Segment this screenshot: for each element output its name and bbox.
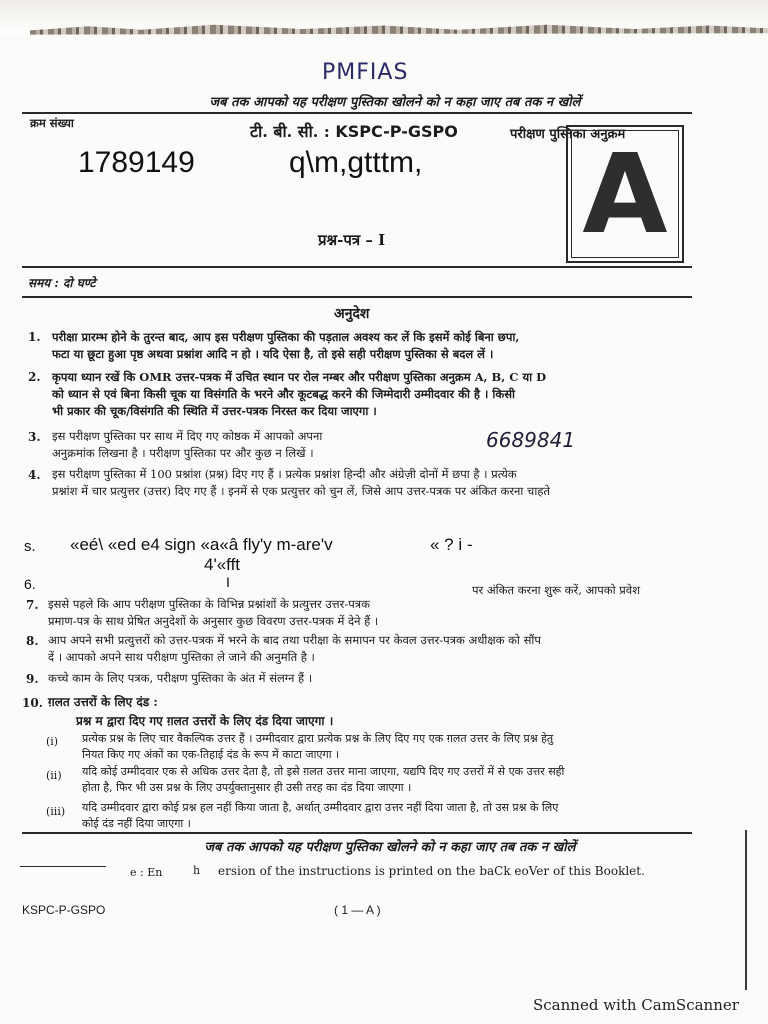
instruction-3 bbox=[52, 428, 452, 462]
penalty-item-3 bbox=[82, 800, 702, 832]
english-version-note: ersion of the instructions is printed on the baCk eoVer of this Booklet. bbox=[218, 864, 645, 878]
serial-label: क्रम संख्या bbox=[30, 116, 74, 130]
booklet-code bbox=[250, 120, 458, 142]
scan-edge-line bbox=[745, 830, 747, 990]
penalty-intro: प्रश्न म द्वारा दिए गए ग़लत उत्तरों के लिए दंड दिया जाएगा । bbox=[76, 714, 334, 728]
instruction-9 bbox=[48, 670, 708, 687]
instruction-line: इस परीक्षण पुस्तिका पर साथ में दिए गए कोष्ठक में आपको अपना bbox=[52, 429, 323, 443]
penalty-line: कोई दंड नहीं दिया जाएगा । bbox=[82, 817, 191, 830]
bottom-warning-banner: जब तक आपको यह परीक्षण पुस्तिका खोलने को न कहा जाए तब तक न खोलें bbox=[204, 840, 576, 855]
instruction-line: को ध्यान से एवं बिना किसी चूक या विसंगति के भरने और कूटबद्ध करने की जिम्मेदारी उम्मीदवार की है । किसी bbox=[52, 387, 515, 401]
instruction-line: प्रश्नांश में चार प्रत्युत्तर (उत्तर) दिए गए हैं । इनमें से एक प्रत्युत्तर को चुन लें, जिसे आप उत्तर-पत्रक पर अंकित करना चाहते bbox=[52, 484, 550, 498]
code-label: टी. बी. सी. : bbox=[250, 122, 330, 141]
penalty-line: प्रत्येक प्रश्न के लिए चार वैकल्पिक उत्तर हैं । उम्मीदवार द्वारा प्रत्येक प्रश्न के लिए दिए गए एक ग़लत उत्तर के लिए प्रश्न हेतु bbox=[82, 732, 554, 745]
sequence-label: परीक्षण पुस्तिका अनुक्रम bbox=[510, 127, 626, 142]
instruction-number: 2. bbox=[28, 370, 41, 384]
ocr-line-5-sub: 4'«fft bbox=[204, 555, 241, 574]
instruction-line: परीक्षा प्रारम्भ होने के तुरन्त बाद, आप इस परीक्षण पुस्तिका की पड़ताल अवश्य कर लें कि इसमें कोई बिना छपा, bbox=[52, 330, 520, 344]
series-letter: A bbox=[571, 130, 679, 258]
banner-rule bbox=[22, 112, 692, 114]
bottom-rule bbox=[22, 832, 692, 834]
instruction-4 bbox=[52, 466, 702, 500]
penalty-number: (i) bbox=[46, 735, 59, 748]
handwritten-roll-number: 6689841 bbox=[486, 428, 576, 452]
instruction-number: 10. bbox=[22, 696, 43, 710]
ocr-line-5-text: «eé\ «ed e4 sign «a«â fly'y m-are'v bbox=[70, 535, 333, 554]
instruction-8 bbox=[48, 632, 708, 666]
penalty-number: (iii) bbox=[46, 805, 66, 818]
penalty-heading: ग़लत उत्तरों के लिए दंड : bbox=[48, 695, 158, 709]
time-label: समय : दो घण्टे bbox=[28, 276, 96, 290]
ocr-line-5-number: s. bbox=[24, 538, 36, 555]
instruction-line: भी प्रकार की चूक/विसंगति की स्थिति में उत्तर-पत्रक निरस्त कर दिया जाएगा । bbox=[52, 404, 377, 418]
instruction-line: इससे पहले कि आप परीक्षण पुस्तिका के विभिन्न प्रश्नांशों के प्रत्युत्तर उत्तर-पत्रक bbox=[48, 597, 370, 611]
ocr-line-5-tail: « ? i - bbox=[430, 535, 473, 554]
footer-code: KSPC-P-GSPO bbox=[22, 903, 106, 917]
instruction-number: 8. bbox=[26, 634, 39, 648]
penalty-line: यदि उम्मीदवार द्वारा कोई प्रश्न हल नहीं किया जाता है, अर्थात् उम्मीदवार द्वारा उत्तर नहीं दिया जाता है, तो उस प्रश्न के लिए bbox=[82, 801, 559, 814]
instruction-6-tail: पर अंकित करना शुरू करें, आपको प्रवेश bbox=[472, 583, 641, 597]
note-rule bbox=[20, 866, 106, 867]
penalty-number: (ii) bbox=[46, 769, 62, 782]
instruction-number: 9. bbox=[26, 672, 39, 686]
ocr-line-6-mark: I bbox=[226, 574, 230, 590]
handwritten-note: PMFIAS bbox=[322, 60, 409, 85]
instruction-number: 3. bbox=[28, 430, 41, 444]
title-rule bbox=[22, 266, 692, 268]
instruction-line: कृपया ध्यान रखें कि OMR उत्तर-पत्रक में उचित स्थान पर रोल नम्बर और परीक्षण पुस्तिका अनुक्रम A, B, C या D bbox=[52, 370, 547, 384]
instruction-line: इस परीक्षण पुस्तिका में 100 प्रश्नांश (प्रश्न) दिए गए हैं । प्रत्येक प्रश्नांश हिन्दी और अंग्रेज़ी दोनों में छपा है । प्रत्येक bbox=[52, 467, 517, 481]
instruction-7 bbox=[48, 596, 488, 630]
ocr-artifact-text: q\m,gtttm, bbox=[289, 146, 423, 179]
top-warning-banner: जब तक आपको यह परीक्षण पुस्तिका खोलने को न कहा जाए तब तक न खोलें bbox=[209, 95, 581, 110]
code-value: KSPC-P-GSPO bbox=[335, 122, 458, 141]
penalty-line: यदि कोई उम्मीदवार एक से अधिक उत्तर देता है, तो इसे ग़लत उत्तर माना जाएगा, यद्यपि दिए गए उत्तरों में से एक उत्तर सही bbox=[82, 765, 565, 778]
paper-title: प्रश्न-पत्र – I bbox=[318, 231, 386, 249]
instruction-line: प्रमाण-पत्र के साथ प्रेषित अनुदेशों के अनुसार कुछ विवरण उत्तर-पत्रक में देने हैं । bbox=[48, 614, 379, 628]
serial-number: 1789149 bbox=[78, 146, 195, 179]
footer-page-number: ( 1 — A ) bbox=[334, 903, 381, 917]
instruction-line: अनुक्रमांक लिखना है । परीक्षण पुस्तिका पर और कुछ न लिखें । bbox=[52, 446, 314, 460]
ocr-line-6-number: 6. bbox=[24, 576, 36, 592]
time-rule bbox=[22, 296, 692, 298]
instruction-line: फटा या छूटा हुआ पृष्ठ अथवा प्रश्नांश आदि न हो । यदि ऐसा है, तो इसे सही परीक्षण पुस्तिका से बदल लें । bbox=[52, 347, 494, 361]
note-h: h bbox=[193, 864, 201, 877]
instruction-line: आप अपने सभी प्रत्युत्तरों को उत्तर-पत्रक में भरने के बाद तथा परीक्षा के समापन पर केवल उत्तर-पत्रक अधीक्षक को सौंप bbox=[48, 633, 541, 647]
instruction-number: 4. bbox=[28, 468, 41, 482]
instruction-line: कच्चे काम के लिए पत्रक, परीक्षण पुस्तिका के अंत में संलग्न हैं । bbox=[48, 671, 313, 685]
instruction-number: 7. bbox=[26, 598, 39, 612]
instruction-number: 1. bbox=[28, 330, 41, 344]
instruction-1 bbox=[52, 329, 702, 363]
instruction-2 bbox=[52, 369, 702, 420]
penalty-line: नियत किए गए अंकों का एक-तिहाई दंड के रूप में काटा जाएगा । bbox=[82, 748, 340, 761]
series-box bbox=[566, 125, 684, 263]
penalty-item-2 bbox=[82, 764, 702, 796]
penalty-item-1 bbox=[82, 731, 702, 763]
instructions-heading: अनुदेश bbox=[334, 306, 370, 322]
note-prefix: e : En bbox=[130, 866, 163, 879]
penalty-line: होता है, फिर भी उस प्रश्न के लिए उपर्युक्तानुसार ही उसी तरह का दंड दिया जाएगा । bbox=[82, 781, 412, 794]
instruction-line: दें । आपको अपने साथ परीक्षण पुस्तिका ले जाने की अनुमति है । bbox=[48, 650, 315, 664]
scanner-watermark: Scanned with CamScanner bbox=[533, 996, 739, 1014]
